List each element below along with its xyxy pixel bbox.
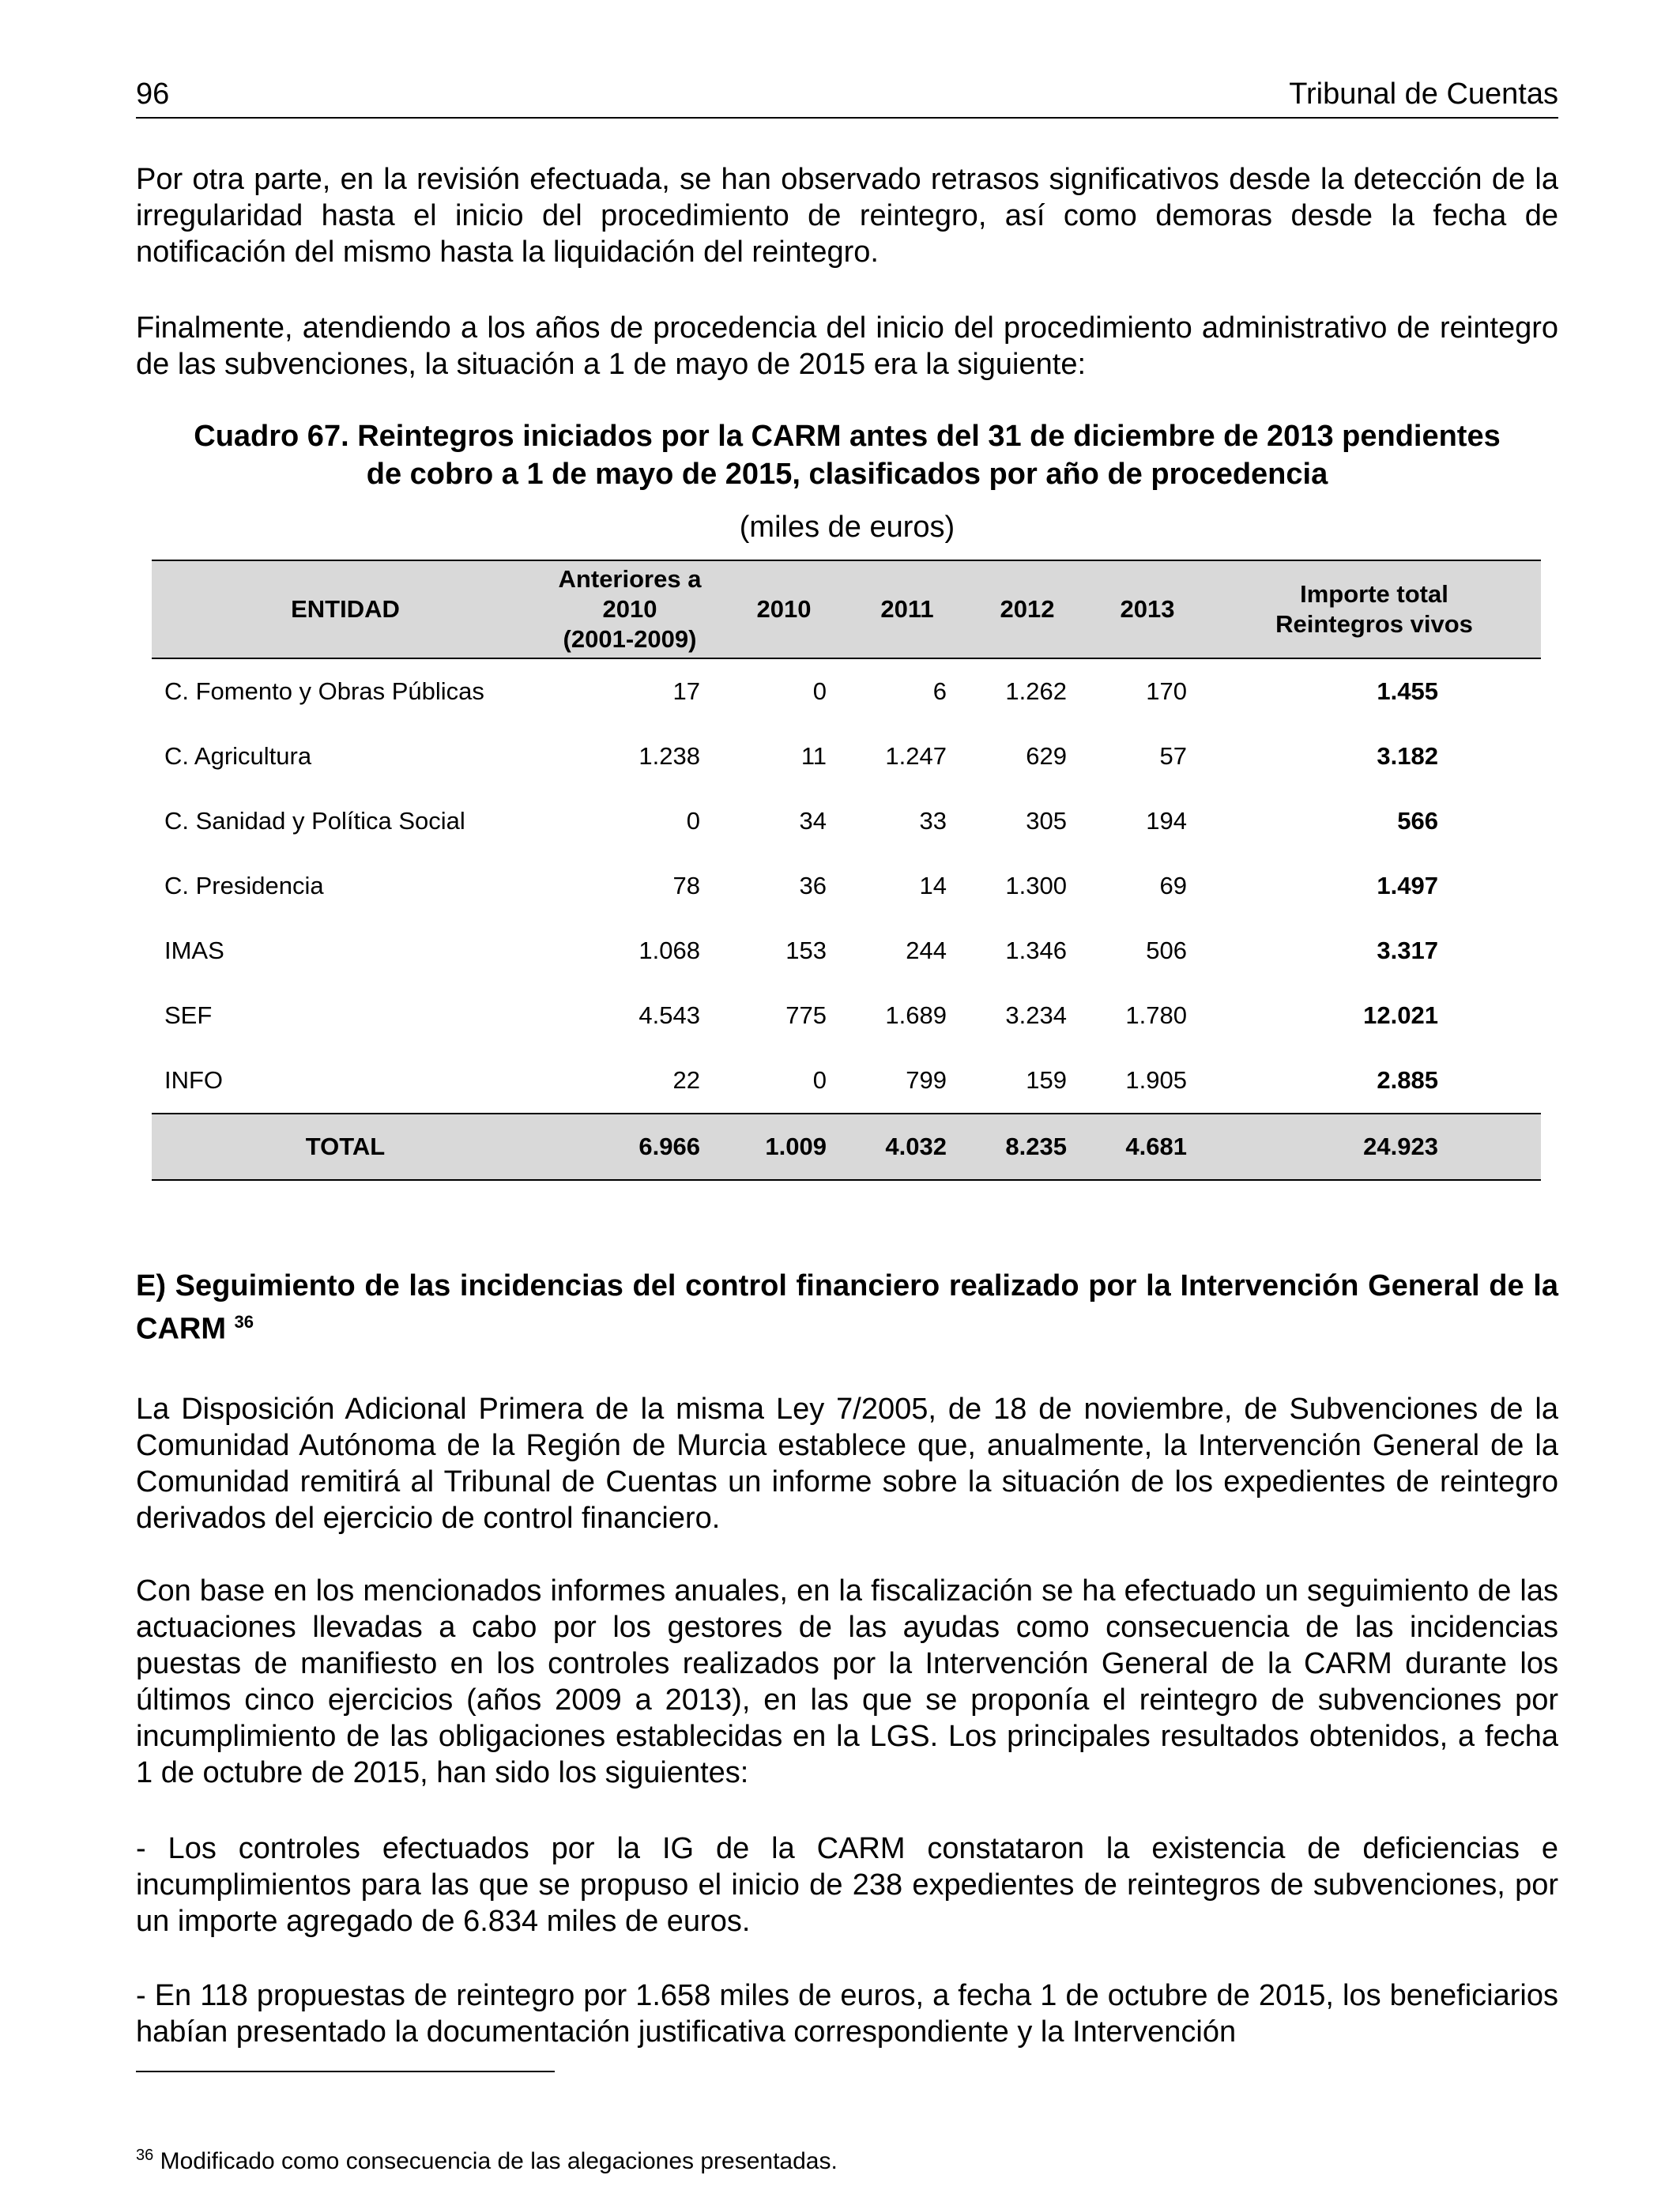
cell-2013: 69 <box>1159 872 1187 899</box>
cell-anteriores: 17 <box>672 677 700 705</box>
header-organization: Tribunal de Cuentas <box>1289 77 1558 111</box>
cell-2010: 775 <box>785 1001 827 1029</box>
cell-2012: 1.346 <box>1005 937 1067 964</box>
header-anteriores-line1: Anteriores a 2010 <box>558 565 702 623</box>
cell-2011: 1.247 <box>885 742 947 770</box>
cell-total: 566 <box>1397 807 1438 835</box>
cell-2011: 244 <box>906 937 947 964</box>
table-row <box>152 724 1541 789</box>
total-2013: 4.681 <box>1087 1114 1207 1180</box>
cell-entidad: INFO <box>164 1066 224 1094</box>
total-anteriores: 6.966 <box>539 1114 721 1180</box>
cell-anteriores: 4.543 <box>638 1001 700 1029</box>
footnote-text: Modificado como consecuencia de las alegaciones presentadas. <box>160 2148 838 2174</box>
cell-2012: 159 <box>1026 1066 1067 1094</box>
table-row <box>152 983 1541 1048</box>
cell-2011: 799 <box>906 1066 947 1094</box>
cell-anteriores: 1.068 <box>638 937 700 964</box>
page-number: 96 <box>136 77 170 111</box>
header-importe-total <box>1207 560 1541 658</box>
paragraph-propuestas: - En 118 propuestas de reintegro por 1.658 miles de euros, a fecha 1 de octubre de 2015, los beneficiarios habían presentado la documentación justificativa correspondiente y la Intervención <box>136 1979 1558 2049</box>
header-importe-total-line2: Reintegros vivos <box>1275 610 1473 638</box>
cell-total: 12.021 <box>1363 1001 1438 1029</box>
cell-2013: 1.905 <box>1125 1066 1187 1094</box>
cell-entidad: C. Sanidad y Política Social <box>164 807 465 835</box>
cell-2012: 629 <box>1026 742 1067 770</box>
cell-2013: 1.780 <box>1125 1001 1187 1029</box>
paragraph-disposicion: La Disposición Adicional Primera de la misma Ley 7/2005, de 18 de noviembre, de Subvenciones de la Comunidad Autónoma de la Región de Murcia establece que, anualmente, la Intervención General de la Comunidad remitirá al Tribunal de Cuentas un informe sobre la situación de los expedientes de reintegro derivados del ejercicio de control financiero. <box>136 1393 1558 1535</box>
paragraph-controles: - Los controles efectuados por la IG de la CARM constataron la existencia de deficiencias e incumplimientos para las que se propuso el inicio de 238 expedientes de reintegros de subvenciones, por un importe agregado de 6.834 miles de euros. <box>136 1832 1558 1938</box>
cell-total: 3.182 <box>1377 742 1438 770</box>
cell-2010: 0 <box>812 677 827 705</box>
cell-2010: 11 <box>800 742 827 770</box>
cell-2011: 33 <box>919 807 947 835</box>
cell-2012: 1.262 <box>1005 677 1067 705</box>
header-importe-total-line1: Importe total <box>1300 580 1448 608</box>
paragraph-delays: Por otra parte, en la revisión efectuada, se han observado retrasos significativos desde la detección de la irregularidad hasta el inicio del procedimiento de reintegro, así como demoras desde la fecha de notificación del mismo hasta la liquidación del reintegro. <box>136 163 1558 269</box>
header-anteriores <box>539 560 721 658</box>
cell-total: 1.497 <box>1377 872 1438 899</box>
cell-total: 2.885 <box>1377 1066 1438 1094</box>
header-anteriores-line2: (2001-2009) <box>563 625 697 653</box>
table-row <box>152 854 1541 918</box>
cell-2013: 194 <box>1146 807 1187 835</box>
table-row <box>152 1048 1541 1114</box>
table-row <box>152 918 1541 983</box>
table-total-row <box>152 1114 1541 1180</box>
cell-2010: 36 <box>799 872 827 899</box>
cell-2012: 1.300 <box>1005 872 1067 899</box>
total-2011: 4.032 <box>847 1114 967 1180</box>
reintegros-table <box>152 560 1541 1181</box>
cell-total: 1.455 <box>1377 677 1438 705</box>
cell-2013: 57 <box>1159 742 1187 770</box>
table-units: (miles de euros) <box>739 511 955 544</box>
header-entidad: ENTIDAD <box>152 560 539 658</box>
cell-2012: 305 <box>1026 807 1067 835</box>
total-2010: 1.009 <box>721 1114 847 1180</box>
table-row <box>152 789 1541 854</box>
footnote-separator <box>136 2071 555 2072</box>
section-heading <box>136 1268 1558 1348</box>
cell-2010: 153 <box>785 937 827 964</box>
cell-2011: 1.689 <box>885 1001 947 1029</box>
cell-2010: 0 <box>812 1066 827 1094</box>
cell-2013: 506 <box>1146 937 1187 964</box>
cell-2011: 6 <box>932 677 947 705</box>
footnote <box>136 2147 838 2175</box>
paragraph-seguimiento: Con base en los mencionados informes anuales, en la fiscalización se ha efectuado un seguimiento de las actuaciones llevadas a cabo por los gestores de las ayudas como consecuencia de las incidencias puestas de manifiesto en los controles realizados por la Intervención General de la CARM durante los últimos cinco ejercicios (años 2009 a 2013), en las que se proponía el reintegro de subvenciones por incumplimiento de las obligaciones establecidas en la LGS. Los principales resultados obtenidos, a fecha 1 de octubre de 2015, han sido los siguientes: <box>136 1574 1558 1789</box>
table-row <box>152 658 1541 724</box>
footnote-reference: 36 <box>234 1312 254 1332</box>
cell-entidad: C. Agricultura <box>164 742 312 770</box>
section-title: E) Seguimiento de las incidencias del control financiero realizado por la Intervención General de la CARM <box>136 1269 1558 1346</box>
header-2011: 2011 <box>847 560 967 658</box>
cell-2010: 34 <box>799 807 827 835</box>
page-header <box>136 77 1558 119</box>
paragraph-intro-table: Finalmente, atendiendo a los años de procedencia del inicio del procedimiento administrativo de reintegro de las subvenciones, la situación a 1 de mayo de 2015 era la siguiente: <box>136 311 1558 381</box>
cell-anteriores: 1.238 <box>638 742 700 770</box>
table-header-row <box>152 560 1541 658</box>
cell-anteriores: 78 <box>672 872 700 899</box>
cell-2011: 14 <box>919 872 947 899</box>
cell-2012: 3.234 <box>1005 1001 1067 1029</box>
cell-entidad: SEF <box>164 1001 213 1029</box>
footnote-number: 36 <box>136 2147 154 2164</box>
cell-total: 3.317 <box>1377 937 1438 964</box>
header-2010: 2010 <box>721 560 847 658</box>
header-2012: 2012 <box>967 560 1087 658</box>
total-2012: 8.235 <box>967 1114 1087 1180</box>
cell-entidad: C. Fomento y Obras Públicas <box>164 677 484 705</box>
cell-entidad: IMAS <box>164 937 224 964</box>
total-label: TOTAL <box>152 1114 539 1180</box>
table-caption-line1: Cuadro 67. Reintegros iniciados por la CARM antes del 31 de diciembre de 2013 pendientes <box>194 420 1501 453</box>
cell-2013: 170 <box>1146 677 1187 705</box>
header-2013: 2013 <box>1087 560 1207 658</box>
table-caption <box>136 417 1558 493</box>
table-caption-line2: de cobro a 1 de mayo de 2015, clasificados por año de procedencia <box>366 458 1328 491</box>
cell-anteriores: 0 <box>686 807 700 835</box>
cell-anteriores: 22 <box>672 1066 700 1094</box>
cell-entidad: C. Presidencia <box>164 872 324 899</box>
total-importe: 24.923 <box>1207 1114 1541 1180</box>
